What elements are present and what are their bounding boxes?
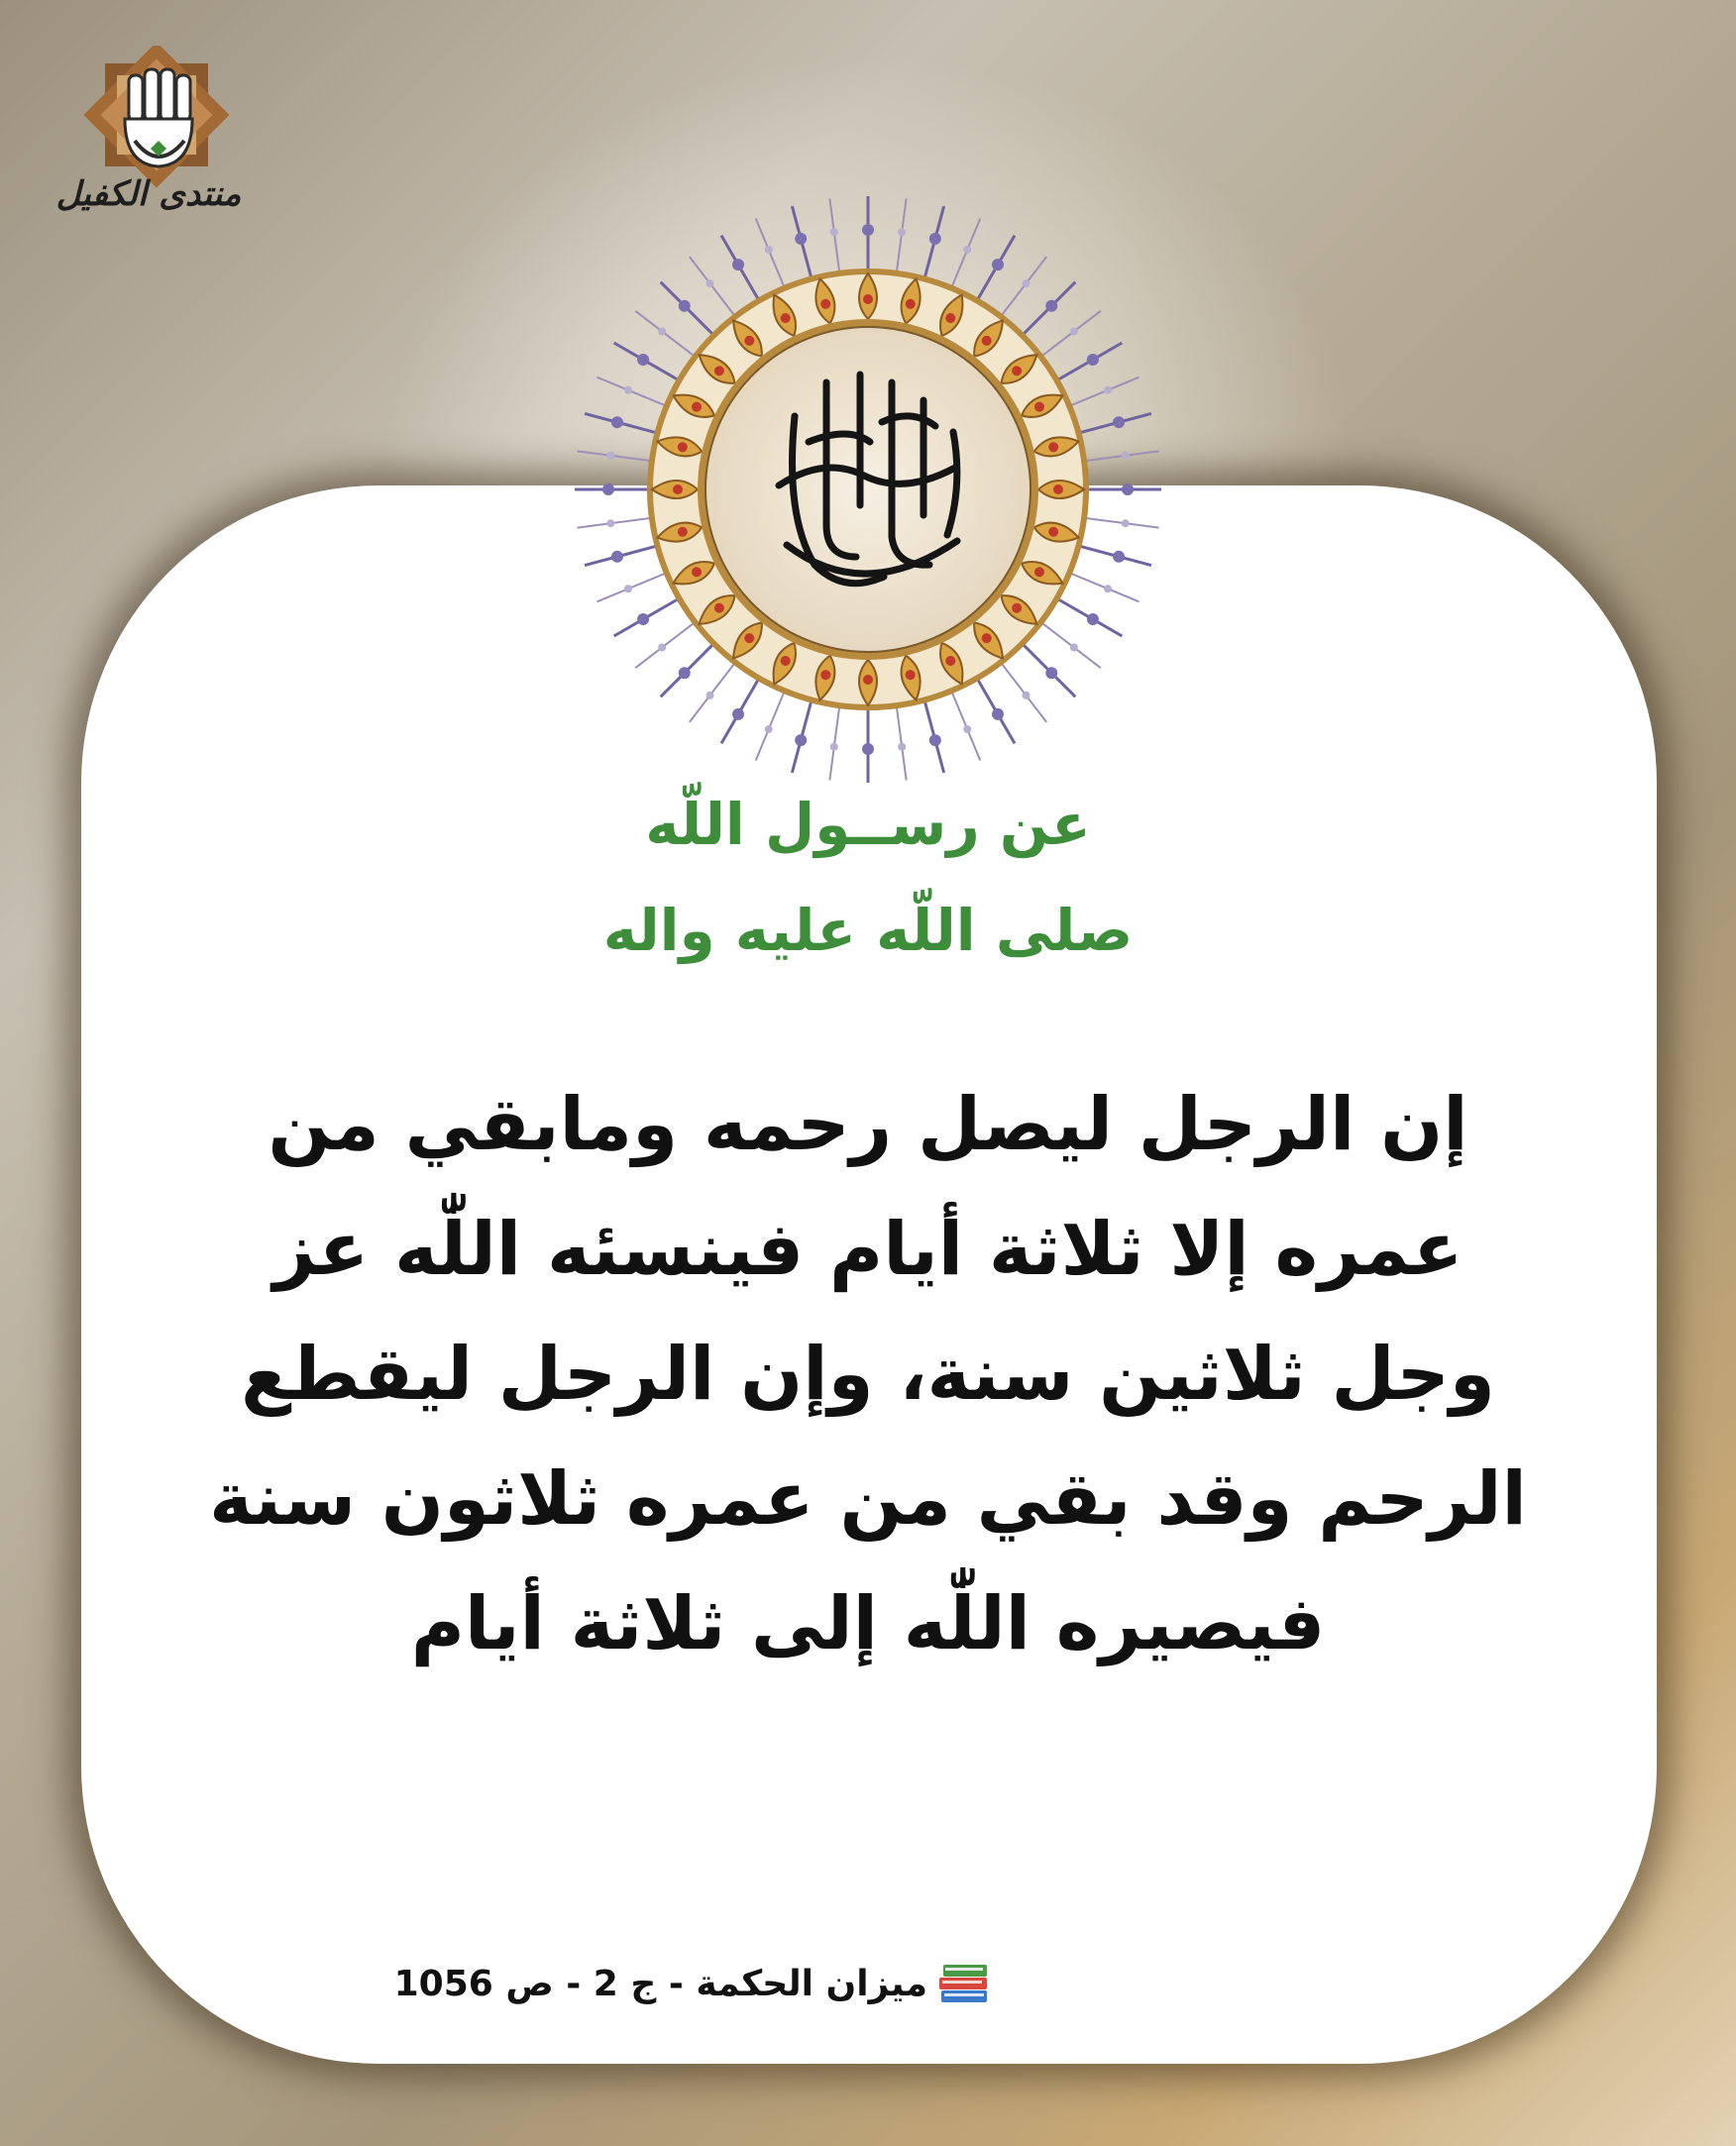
hadith-line: وجل ثلاثين سنة، وإن الرجل ليقطع — [241, 1332, 1495, 1417]
narrator-line: عن رســول اللّه — [645, 791, 1091, 858]
source-reference — [297, 1961, 991, 2006]
calligraphy-medallion-icon — [567, 188, 1169, 791]
hadith-line: الرحم وقد بقي من عمره ثلاثون سنة — [209, 1456, 1527, 1542]
logo-caption: منتدى الكفيل — [55, 174, 242, 214]
hadith-line: عمره إلا ثلاثة أيام فينسئه اللّٰه عز — [272, 1207, 1464, 1292]
salutation-line: صلى اللّه عليه واله — [602, 897, 1134, 964]
hadith-text — [174, 1062, 1562, 1686]
source-text: ميزان الحكمة - ج 2 - ص 1056 — [393, 1963, 927, 2004]
books-icon — [937, 1961, 991, 2006]
hadith-line: إن الرجل ليصل رحمه ومابقي من — [268, 1082, 1468, 1167]
kafeel-hand-logo-icon — [48, 46, 256, 244]
hadith-line: فيصيره اللّٰه إلى ثلاثة أيام — [410, 1581, 1326, 1666]
